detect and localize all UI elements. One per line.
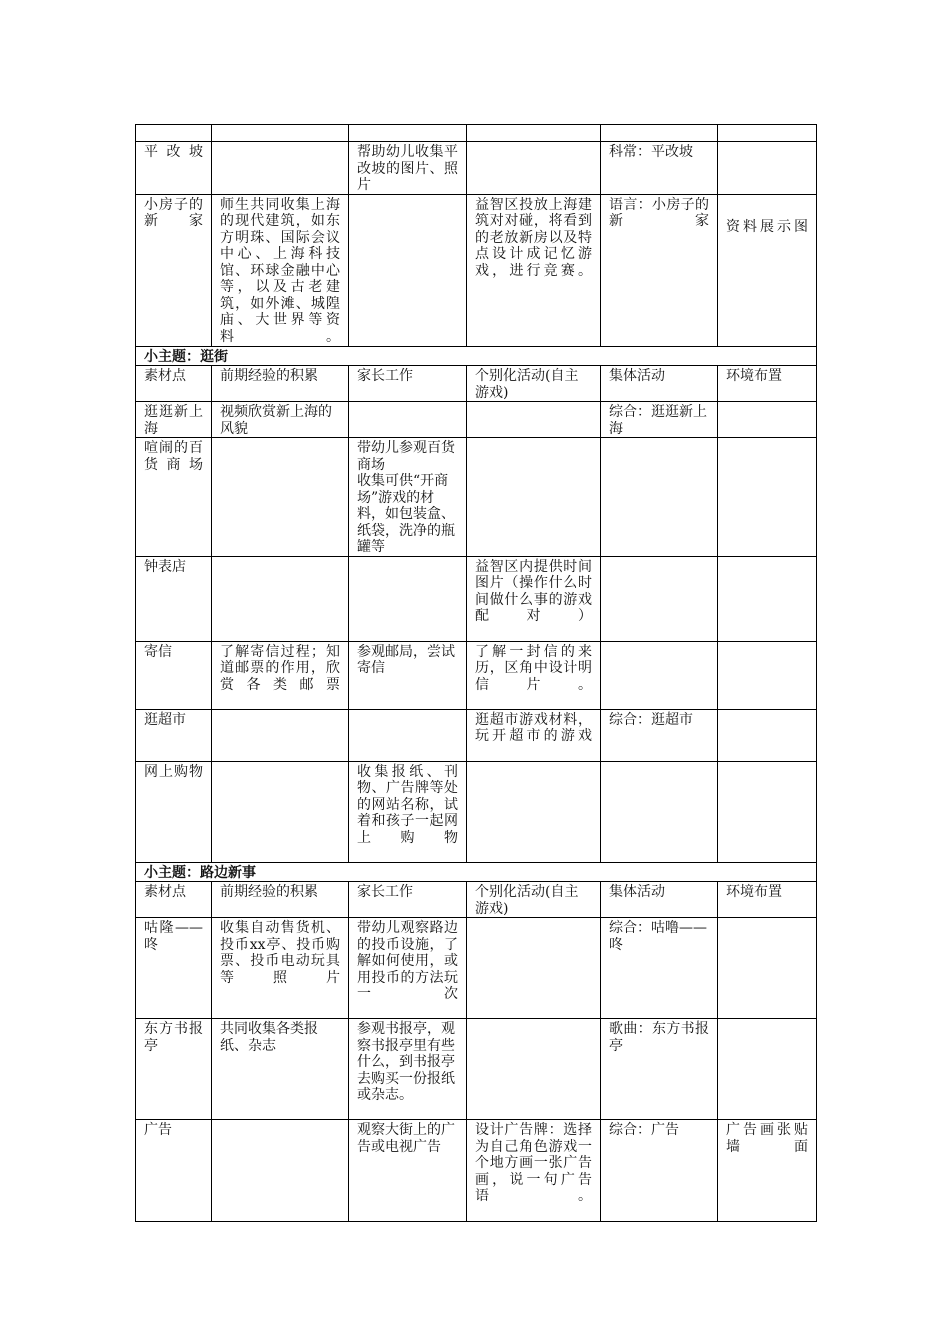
individual-activity-cell <box>467 438 601 557</box>
experience-cell <box>212 438 349 557</box>
table-row <box>136 1120 817 1222</box>
column-header: 家长工作 <box>349 882 467 918</box>
table-row <box>136 142 817 195</box>
group-activity-cell: 歌曲：东方书报亭 <box>601 1019 718 1120</box>
column-header: 前期经验的积累 <box>212 882 349 918</box>
header-row <box>136 882 817 918</box>
section-title-row <box>136 862 817 882</box>
topic-cell: 逛超市 <box>136 709 212 761</box>
individual-activity-cell <box>467 918 601 1019</box>
group-activity-cell <box>601 641 718 709</box>
column-header: 前期经验的积累 <box>212 366 349 402</box>
parent-work-cell: 参观书报亭，观察书报亭里有些什么，到书报亭去购买一份报纸或杂志。 <box>349 1019 467 1120</box>
parent-work-cell <box>349 402 467 438</box>
individual-activity-cell <box>467 1019 601 1120</box>
environment-cell <box>718 194 817 346</box>
group-activity-cell <box>601 438 718 557</box>
column-header: 个别化活动(自主游戏) <box>467 366 601 402</box>
parent-work-cell: 帮助幼儿收集平改坡的图片、照片 <box>349 142 467 195</box>
individual-activity-cell: 逛超市游戏材料，玩开超市的游戏 <box>467 709 601 761</box>
table-row <box>136 194 817 346</box>
group-activity-cell <box>601 761 718 862</box>
experience-cell <box>212 709 349 761</box>
experience-cell: 师生共同收集上海的现代建筑，如东方明珠、国际会议中心、上海科技馆、环球金融中心等，以及古老建筑，如外滩、城隍庙、大世界等资料。 <box>212 194 349 346</box>
section-title: 小主题：路边新事 <box>136 862 817 882</box>
individual-activity-cell: 了解一封信的来历，区角中设计明信片。 <box>467 641 601 709</box>
group-activity-cell: 综合：广告 <box>601 1120 718 1222</box>
topic-cell: 东方书报亭 <box>136 1019 212 1120</box>
table-row <box>136 438 817 557</box>
table-row <box>136 709 817 761</box>
individual-activity-cell: 设计广告牌：选择为自己角色游戏一个地方画一张广告画，说一句广告语。 <box>467 1120 601 1222</box>
theme-activity-table <box>135 124 817 1222</box>
experience-cell <box>212 142 349 195</box>
experience-cell <box>212 1120 349 1222</box>
group-activity-cell: 综合：咕噜——咚 <box>601 918 718 1019</box>
environment-cell <box>718 142 817 195</box>
topic-cell: 平改坡 <box>136 142 212 195</box>
topic-cell: 寄信 <box>136 641 212 709</box>
section-title-row <box>136 346 817 366</box>
column-header: 环境布置 <box>718 366 817 402</box>
environment-cell <box>718 402 817 438</box>
cell <box>718 125 817 142</box>
experience-cell: 了解寄信过程；知道邮票的作用，欣赏各类邮票 <box>212 641 349 709</box>
table-row <box>136 641 817 709</box>
topic-cell: 钟表店 <box>136 556 212 641</box>
environment-cell <box>718 556 817 641</box>
table-row <box>136 556 817 641</box>
parent-work-cell: 参观邮局，尝试寄信 <box>349 641 467 709</box>
parent-work-cell <box>349 709 467 761</box>
table-row <box>136 1019 817 1120</box>
experience-cell: 视频欣赏新上海的风貌 <box>212 402 349 438</box>
environment-cell <box>718 761 817 862</box>
column-header: 素材点 <box>136 366 212 402</box>
environment-cell <box>718 918 817 1019</box>
experience-cell <box>212 556 349 641</box>
group-activity-cell: 语言：小房子的新家 <box>601 194 718 346</box>
topic-cell: 小房子的新家 <box>136 194 212 346</box>
table-row <box>136 125 817 142</box>
group-activity-cell: 综合：逛超市 <box>601 709 718 761</box>
cell <box>212 125 349 142</box>
column-header: 素材点 <box>136 882 212 918</box>
column-header: 集体活动 <box>601 882 718 918</box>
topic-cell: 网上购物 <box>136 761 212 862</box>
group-activity-cell: 综合：逛逛新上海 <box>601 402 718 438</box>
group-activity-cell: 科常：平改坡 <box>601 142 718 195</box>
cell <box>601 125 718 142</box>
topic-cell: 逛逛新上海 <box>136 402 212 438</box>
environment-cell <box>718 1019 817 1120</box>
cell <box>467 125 601 142</box>
group-activity-cell <box>601 556 718 641</box>
experience-cell <box>212 761 349 862</box>
individual-activity-cell: 益智区投放上海建筑对对碰，将看到的老放新房以及特点设计成记忆游戏，进行竞赛。 <box>467 194 601 346</box>
parent-work-cell <box>349 556 467 641</box>
environment-text: 资料展示图 <box>726 218 808 235</box>
column-header: 环境布置 <box>718 882 817 918</box>
column-header: 个别化活动(自主游戏) <box>467 882 601 918</box>
experience-cell: 收集自动售货机、投币xx亭、投币购票、投币电动玩具等照片 <box>212 918 349 1019</box>
parent-work-cell: 收集报纸、刊物、广告牌等处的网站名称，试着和孩子一起网上购物 <box>349 761 467 862</box>
environment-cell: 广告画张贴墙面 <box>718 1120 817 1222</box>
environment-cell <box>718 438 817 557</box>
section-title: 小主题：逛街 <box>136 346 817 366</box>
environment-cell <box>718 709 817 761</box>
individual-activity-cell <box>467 142 601 195</box>
parent-work-cell: 带幼儿观察路边的投币设施，了解如何使用，或用投币的方法玩一次 <box>349 918 467 1019</box>
cell <box>349 125 467 142</box>
column-header: 集体活动 <box>601 366 718 402</box>
parent-work-cell <box>349 194 467 346</box>
topic-cell: 咕隆——咚 <box>136 918 212 1019</box>
cell <box>136 125 212 142</box>
table-row <box>136 761 817 862</box>
parent-work-cell: 观察大街上的广告或电视广告 <box>349 1120 467 1222</box>
table-row <box>136 918 817 1019</box>
topic-cell: 喧闹的百货商场 <box>136 438 212 557</box>
individual-activity-cell: 益智区内提供时间图片（操作什么时间做什么事的游戏配对） <box>467 556 601 641</box>
environment-cell <box>718 641 817 709</box>
header-row <box>136 366 817 402</box>
topic-cell: 广告 <box>136 1120 212 1222</box>
table-row <box>136 402 817 438</box>
individual-activity-cell <box>467 761 601 862</box>
parent-work-cell: 带幼儿参观百货商场 收集可供“开商场”游戏的材料，如包装盒、纸袋，洗净的瓶罐等 <box>349 438 467 557</box>
individual-activity-cell <box>467 402 601 438</box>
column-header: 家长工作 <box>349 366 467 402</box>
experience-cell: 共同收集各类报纸、杂志 <box>212 1019 349 1120</box>
